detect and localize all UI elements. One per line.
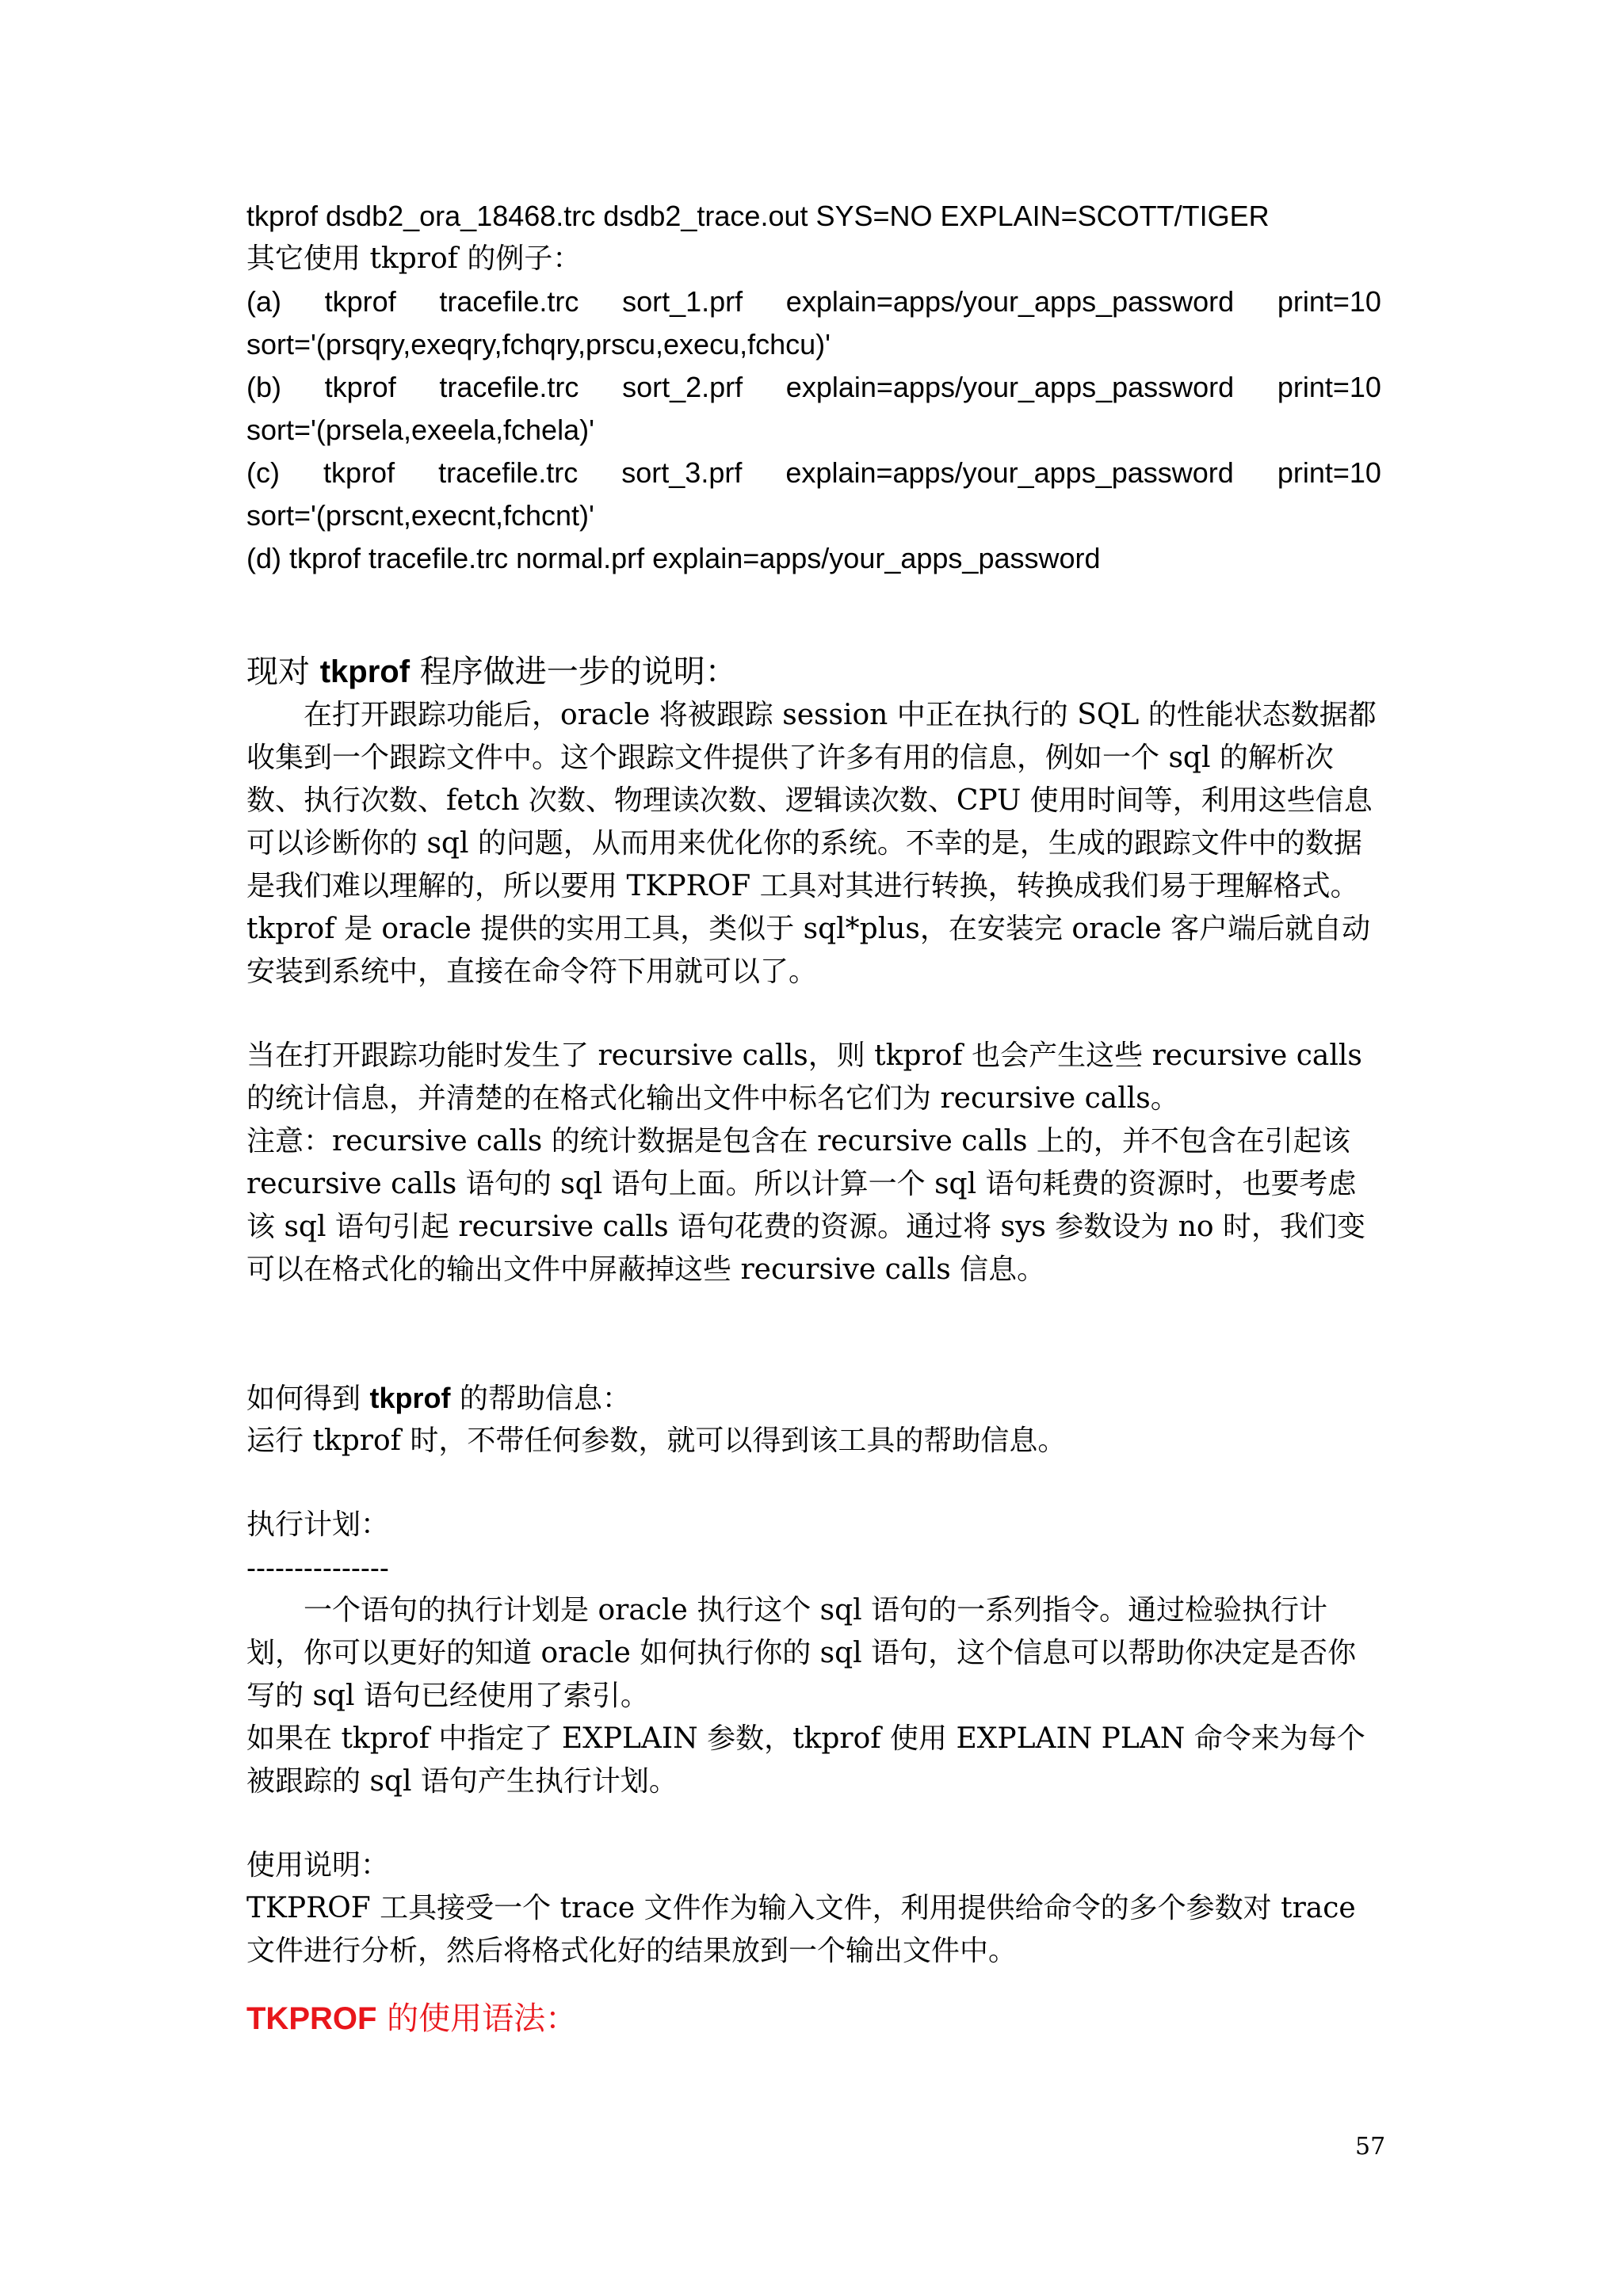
section-heading-execution-plan: 执行计划： xyxy=(246,1508,390,1541)
example-token: tracefile.trc xyxy=(439,285,579,318)
recursive-calls-paragraph: 当在打开跟踪功能时发生了 recursive calls，则 tkprof 也会产生这些 recursive calls 的统计信息，并清楚的在格式化输出文件中标名它们为 recursive calls。 xyxy=(246,1039,1362,1115)
heading-text: 的帮助信息： xyxy=(450,1383,631,1415)
tkprof-explanation-paragraph: 在打开跟踪功能后，oracle 将被跟踪 session 中正在执行的 SQL 的性能状态数据都收集到一个跟踪文件中。这个跟踪文件提供了许多有用的信息，例如一个 sql 的解析次数、执行次数、fetch 次数、物理读次数、逻辑读次数、CPU 使用时间等，利用这些信息可以诊断你的 sql 的问题，从而用来优化你的系统。不幸的是，生成的跟踪文件中的数据是我们难以理解的，所以要用 TKPROF 工具对其进行转换，转换成我们易于理解格式。tkprof 是 oracle 提供的实用工具，类似于 sql*plus，在安装完 oracle 客户端后就自动安装到系统中，直接在命令符下用就可以了。 xyxy=(246,699,1377,988)
page-number: 57 xyxy=(1355,2133,1386,2161)
example-token: sort_1.prf xyxy=(622,285,743,318)
section-heading-usage: 使用说明： xyxy=(246,1849,390,1882)
example-c xyxy=(246,452,1381,494)
example-token: (b) xyxy=(246,371,281,403)
section-heading-help xyxy=(246,1377,1381,1420)
usage-paragraph: TKPROF 工具接受一个 trace 文件作为输入文件，利用提供给命令的多个参数对 trace 文件进行分析，然后将格式化好的结果放到一个输出文件中。 xyxy=(246,1892,1356,1967)
example-token: tkprof xyxy=(324,285,396,318)
example-token: tkprof xyxy=(324,371,396,403)
example-token: tkprof xyxy=(323,456,395,489)
examples-intro: 其它使用 tkprof 的例子： xyxy=(246,242,582,275)
example-c-continuation: sort='(prscnt,execnt,fchcnt)' xyxy=(246,499,594,532)
example-b-continuation: sort='(prsela,exeela,fchela)' xyxy=(246,414,594,446)
example-token: sort_3.prf xyxy=(621,456,743,489)
example-token: explain=apps/your_apps_password xyxy=(785,456,1234,489)
example-d: (d) tkprof tracefile.trc normal.prf explain=apps/your_apps_password xyxy=(246,542,1101,574)
help-text: 运行 tkprof 时，不带任何参数，就可以得到该工具的帮助信息。 xyxy=(246,1425,1067,1457)
document-page xyxy=(246,195,1381,2041)
example-token: print=10 xyxy=(1277,456,1381,489)
example-token: sort_2.prf xyxy=(622,371,743,403)
heading-text: 如何得到 xyxy=(246,1383,370,1415)
heading-text: 现对 xyxy=(246,654,320,690)
example-token: (a) xyxy=(246,285,281,318)
heading-keyword: TKPROF xyxy=(246,2001,377,2036)
example-token: print=10 xyxy=(1277,371,1381,403)
dashed-rule: --------------- xyxy=(246,1551,389,1584)
example-token: print=10 xyxy=(1277,285,1381,318)
section-heading-syntax xyxy=(246,1997,1381,2041)
example-token: tracefile.trc xyxy=(438,456,579,489)
heading-keyword: tkprof xyxy=(369,1382,451,1414)
example-b xyxy=(246,366,1381,409)
section-heading-tkprof-explanation xyxy=(246,650,1381,694)
explain-parameter-paragraph: 如果在 tkprof 中指定了 EXPLAIN 参数，tkprof 使用 EXPLAIN PLAN 命令来为每个被跟踪的 sql 语句产生执行计划。 xyxy=(246,1722,1365,1798)
heading-keyword: tkprof xyxy=(319,654,411,689)
execution-plan-paragraph: 一个语句的执行计划是 oracle 执行这个 sql 语句的一系列指令。通过检验执行计划，你可以更好的知道 oracle 如何执行你的 sql 语句，这个信息可以帮助你决定是否你写的 sql 语句已经使用了索引。 xyxy=(246,1594,1357,1712)
heading-text: 的使用语法： xyxy=(376,2000,578,2037)
example-a-continuation: sort='(prsqry,exeqry,fchqry,prscu,execu,fchcu)' xyxy=(246,328,831,360)
recursive-calls-note: 注意：recursive calls 的统计数据是包含在 recursive calls 上的，并不包含在引起该 recursive calls 语句的 sql 语句上面。所以计算一个 sql 语句耗费的资源时，也要考虑该 sql 语句引起 recursive calls 语句花费的资源。通过将 sys 参数设为 no 时，我们变可以在格式化的输出文件中屏蔽掉这些 recursive calls 信息。 xyxy=(246,1125,1365,1286)
command-line: tkprof dsdb2_ora_18468.trc dsdb2_trace.out SYS=NO EXPLAIN=SCOTT/TIGER xyxy=(246,200,1270,232)
heading-text: 程序做进一步的说明： xyxy=(410,654,737,690)
example-token: explain=apps/your_apps_password xyxy=(785,371,1235,403)
example-token: explain=apps/your_apps_password xyxy=(785,285,1235,318)
example-a xyxy=(246,280,1381,323)
example-token: tracefile.trc xyxy=(439,371,579,403)
example-token: (c) xyxy=(246,456,280,489)
